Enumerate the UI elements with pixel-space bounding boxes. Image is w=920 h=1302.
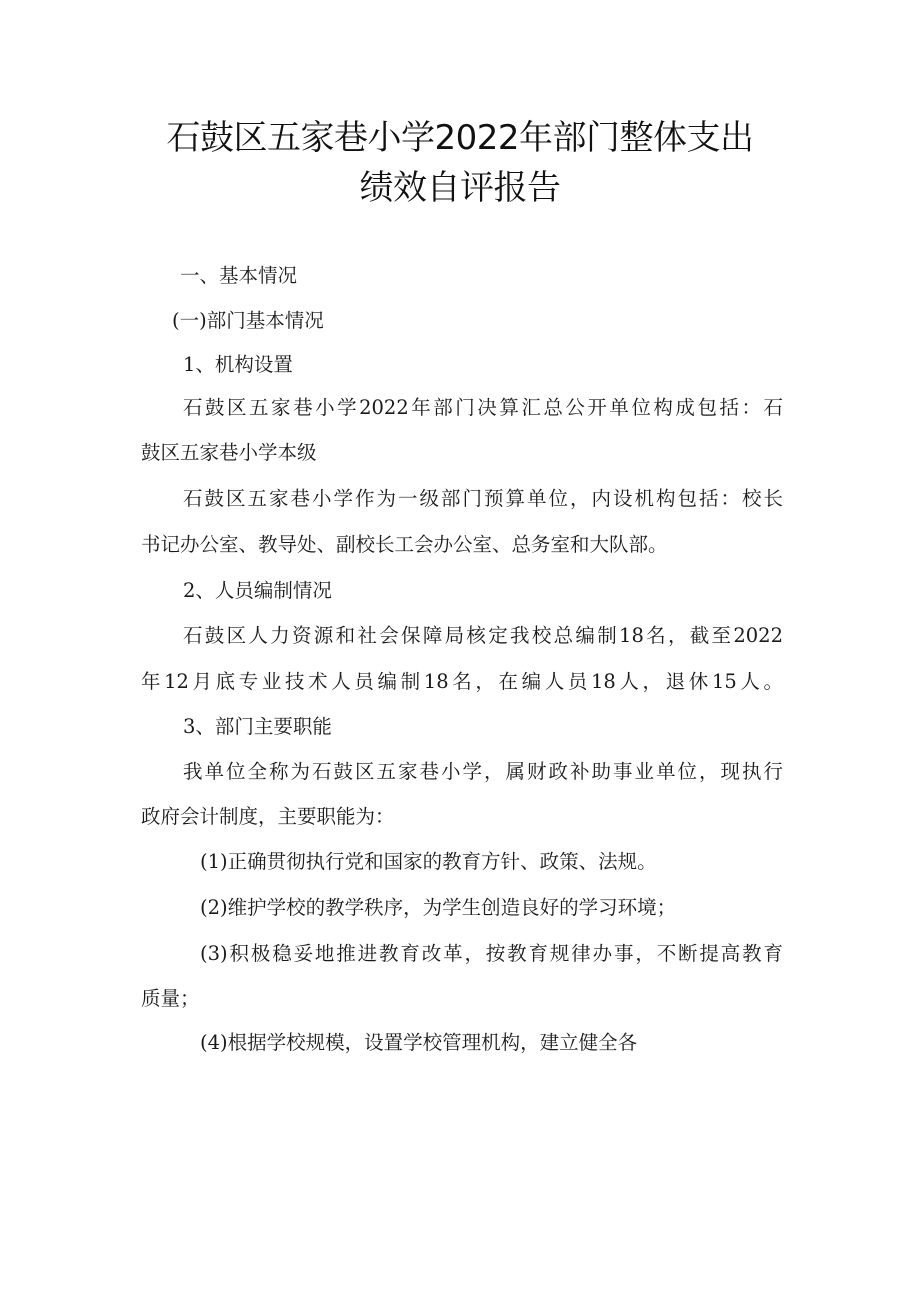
function-item-2: (2)维护学校的教学秩序，为学生创造良好的学习环境； <box>200 896 677 919</box>
paragraph-line: 石鼓区五家巷小学2022年部门决算汇总公开单位构成包括：石 <box>183 396 783 419</box>
paragraph-line: 书记办公室、教导处、副校长工会办公室、总务室和大队部。 <box>141 533 668 556</box>
function-item-1: (1)正确贯彻执行党和国家的教育方针、政策、法规。 <box>200 850 657 873</box>
paragraph-line: 我单位全称为石鼓区五家巷小学，属财政补助事业单位，现执行 <box>183 760 783 783</box>
item-heading-main-functions: 3、部门主要职能 <box>183 715 332 738</box>
paragraph-line: 鼓区五家巷小学本级 <box>141 441 317 464</box>
item-heading-organization: 1、机构设置 <box>183 353 293 376</box>
subsection-heading-dept-basic-info: (一)部门基本情况 <box>172 309 324 332</box>
paragraph-line: 石鼓区五家巷小学作为一级部门预算单位，内设机构包括：校长 <box>183 487 783 510</box>
paragraph-line: 年12月底专业技术人员编制18名，在编人员18人，退休15人。 <box>141 670 783 693</box>
function-item-4: (4)根据学校规模，设置学校管理机构，建立健全各 <box>200 1031 638 1054</box>
section-heading-basic-info: 一、基本情况 <box>180 264 298 287</box>
function-item-3: (3)积极稳妥地推进教育改革，按教育规律办事，不断提高教育 <box>200 942 783 965</box>
paragraph-line: 质量； <box>141 987 200 1010</box>
paragraph-line: 政府会计制度，主要职能为： <box>141 805 395 828</box>
document-title-line-1: 石鼓区五家巷小学2022年部门整体支出 <box>166 118 754 158</box>
document-title-line-2: 绩效自评报告 <box>359 168 561 208</box>
paragraph-line: 石鼓区人力资源和社会保障局核定我校总编制18名，截至2022 <box>183 624 783 647</box>
item-heading-staffing: 2、人员编制情况 <box>183 579 332 602</box>
